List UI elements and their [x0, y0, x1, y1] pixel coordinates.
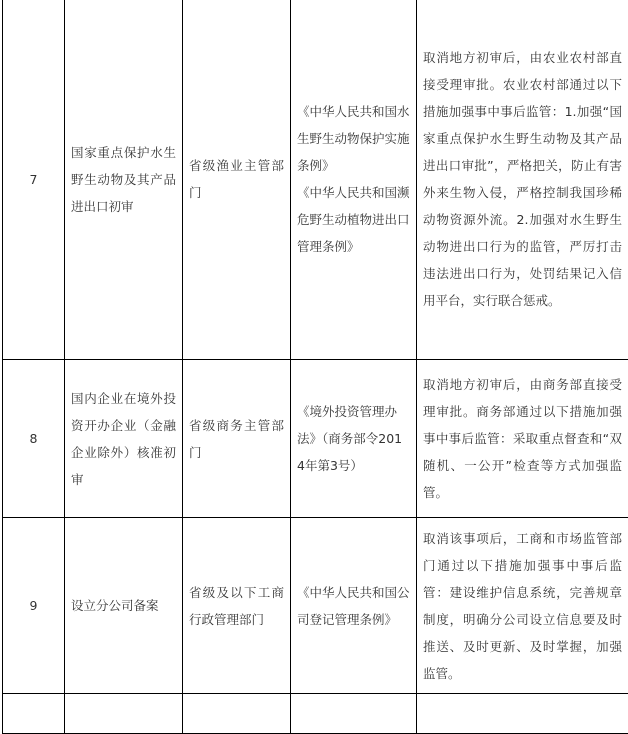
department: 省级渔业主管部门 — [183, 0, 291, 360]
empty-cell — [3, 694, 65, 734]
table-row — [3, 360, 628, 518]
empty-cell — [65, 694, 183, 734]
table-row — [3, 0, 628, 360]
empty-cell — [417, 694, 628, 734]
empty-cell — [291, 694, 417, 734]
legal-basis — [291, 360, 417, 518]
approval-items-table — [2, 0, 628, 734]
table-row-partial — [3, 694, 628, 734]
department: 省级及以下工商行政管理部门 — [183, 518, 291, 694]
item-name: 设立分公司备案 — [65, 518, 183, 694]
law-title: 《境外投资管理办法》（商务部令2014年第3号） — [297, 398, 410, 479]
table-row — [3, 518, 628, 694]
empty-cell — [183, 694, 291, 734]
row-number: 9 — [3, 518, 65, 694]
supervision-measures: 取消地方初审后，由商务部直接受理审批。商务部通过以下措施加强事中事后监管：采取重点督查和“双随机、一公开”检查等方式加强监管。 — [417, 360, 628, 518]
item-name: 国家重点保护水生野生动物及其产品进出口初审 — [65, 0, 183, 360]
row-number: 8 — [3, 360, 65, 518]
department: 省级商务主管部门 — [183, 360, 291, 518]
item-name: 国内企业在境外投资开办企业（金融企业除外）核准初审 — [65, 360, 183, 518]
supervision-measures: 取消地方初审后，由农业农村部直接受理审批。农业农村部通过以下措施加强事中事后监管：1.加强“国家重点保护水生野生动物及其产品进出口审批”，严格把关，防止有害外来生物入侵，严格控制我国珍稀动物资源外流。2.加强对水生野生动物进出口行为的监管，严厉打击违法进出口行为，处罚结果记入信用平台，实行联合惩戒。 — [417, 0, 628, 360]
legal-basis — [291, 518, 417, 694]
legal-basis — [291, 0, 417, 360]
law-title: 《中华人民共和国濒危野生动植物进出口管理条例》 — [297, 179, 410, 260]
supervision-measures: 取消该事项后，工商和市场监管部门通过以下措施加强事中事后监管：建设维护信息系统，完善规章制度，明确分公司设立信息要及时推送、及时更新、及时掌握，加强监管。 — [417, 518, 628, 694]
row-number: 7 — [3, 0, 65, 360]
law-title: 《中华人民共和国水生野生动物保护实施条例》 — [297, 98, 410, 179]
law-title: 《中华人民共和国公司登记管理条例》 — [297, 579, 410, 633]
